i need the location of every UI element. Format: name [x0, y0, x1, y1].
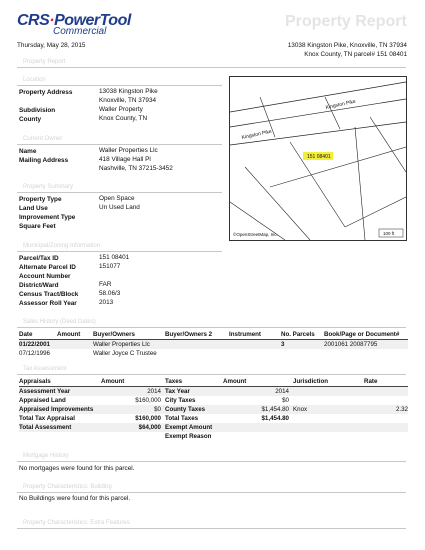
tax-label: Assessment Year — [19, 388, 71, 395]
table-row — [19, 423, 408, 432]
section-title: Location — [23, 77, 46, 83]
table-row — [19, 414, 408, 423]
map-road-label-2: Kingston Pike — [241, 128, 273, 141]
section-tax-assessment — [17, 364, 406, 375]
owner-name: Waller Properties Llc — [99, 147, 158, 154]
sales-header-row — [19, 330, 408, 340]
tax-col-amount: Amount — [101, 378, 125, 385]
sale-instrument — [229, 340, 281, 350]
tax-value: $1,454.80 — [261, 406, 289, 413]
label-square-feet: Square Feet — [19, 223, 56, 230]
sale-document — [324, 349, 408, 358]
sale-date: 01/22/2001 — [19, 341, 50, 348]
label-account-number: Account Number — [19, 273, 71, 280]
section-extra-features — [17, 518, 406, 529]
tax-value — [223, 423, 289, 432]
section-property-summary — [17, 182, 222, 193]
label-county: County — [19, 116, 42, 123]
section-municipal — [17, 241, 222, 252]
mortgage-empty-text: No mortgages were found for this parcel. — [19, 465, 135, 472]
mailing-address — [99, 156, 173, 173]
sale-buyer2 — [165, 349, 229, 358]
label-census: Census Tract/Block — [19, 291, 79, 298]
district-value: FAR — [99, 281, 112, 288]
map-parcel-tag: 151 08401 — [307, 154, 331, 160]
parcel-map[interactable] — [229, 76, 407, 241]
label-parcel: Parcel/Tax ID — [19, 255, 59, 262]
sales-col-instrument: Instrument — [229, 331, 261, 338]
tax-col-rate: Rate — [364, 378, 378, 385]
tax-label: Appraised Improvements — [19, 406, 94, 413]
tax-jurisdiction — [289, 414, 364, 423]
tax-label: Exempt Amount — [165, 424, 213, 431]
section-title: Property Report — [23, 59, 66, 65]
tax-label: Total Assessment — [19, 424, 72, 431]
property-type: Open Space — [99, 195, 135, 202]
section-title: Property Characteristics: Extra Features — [23, 520, 130, 526]
roll-year: 2013 — [99, 299, 114, 306]
sale-document: 2001061 20087795 — [324, 341, 378, 348]
sale-buyer: Waller Properties Llc — [93, 341, 150, 348]
section-title: Property Characteristics: Building — [23, 484, 112, 490]
table-row — [19, 432, 408, 441]
mailing-line-1: 418 Village Hall Pl — [99, 156, 151, 163]
tax-rate — [364, 396, 408, 405]
tax-jurisdiction — [289, 432, 364, 441]
tax-label: Total Tax Appraisal — [19, 415, 75, 422]
tax-rate — [364, 423, 408, 432]
tax-value: $64,000 — [138, 424, 161, 431]
product-edition: Commercial — [53, 26, 107, 37]
sales-col-amount: Amount — [57, 331, 81, 338]
section-current-owner — [17, 134, 222, 145]
tax-label: Exempt Reason — [165, 433, 212, 440]
sales-col-date: Date — [19, 331, 33, 338]
tax-label: Tax Year — [165, 388, 190, 395]
tax-col-taxes: Taxes — [165, 378, 183, 385]
report-date: Thursday, May 28, 2015 — [17, 42, 86, 49]
tax-col-appraisals: Appraisals — [19, 378, 51, 385]
label-property-type: Property Type — [19, 196, 62, 203]
brand-mark: · — [49, 12, 55, 29]
tax-table — [19, 377, 408, 441]
sales-table — [19, 330, 408, 358]
tax-rate — [364, 387, 408, 397]
section-title: Sales History (Deed Dates) — [23, 319, 96, 325]
sales-col-buyer2: Buyer/Owners 2 — [165, 331, 213, 338]
tax-value: $160,000 — [135, 397, 161, 404]
label-land-use: Land Use — [19, 205, 48, 212]
tax-col-jurisdiction: Jurisdiction — [293, 378, 329, 385]
section-title: Property Summary — [23, 184, 74, 190]
tax-jurisdiction — [289, 387, 364, 397]
address-line-2: Knoxville, TN 37934 — [99, 96, 157, 104]
tax-value: 2014 — [275, 388, 289, 395]
tax-rate: 2.32 — [395, 406, 408, 413]
label-owner-name: Name — [19, 148, 37, 155]
census-value: 58.06/3 — [99, 290, 121, 297]
section-mortgage — [17, 451, 406, 462]
sale-buyer: Waller Joyce C Trustee — [93, 350, 157, 357]
table-row — [19, 387, 408, 397]
tax-label: County Taxes — [165, 406, 206, 413]
tax-rate — [364, 414, 408, 423]
tax-value — [223, 432, 289, 441]
section-location — [17, 75, 222, 86]
tax-value: $0 — [282, 397, 289, 404]
mailing-line-2: Nashville, TN 37215-3452 — [99, 164, 173, 172]
sale-parcels — [281, 349, 324, 358]
sales-col-buyer: Buyer/Owners — [93, 331, 135, 338]
subdivision-value: Waller Property — [99, 106, 143, 113]
tax-jurisdiction — [289, 396, 364, 405]
product-name: PowerTool — [54, 12, 131, 29]
table-row — [19, 349, 408, 358]
tax-value: 2014 — [147, 388, 161, 395]
section-title: Tax Assessment — [23, 366, 67, 372]
county-value: Knox County, TN — [99, 115, 148, 122]
tax-rate — [364, 432, 408, 441]
tax-jurisdiction: Knox — [293, 406, 308, 413]
buildings-empty-text: No Buildings were found for this parcel. — [19, 495, 131, 502]
sale-amount — [57, 349, 93, 358]
sale-amount — [57, 340, 93, 350]
sale-parcels: 3 — [281, 341, 285, 348]
sales-col-parcels: No. Parcels — [281, 331, 315, 338]
label-roll-year: Assessor Roll Year — [19, 300, 77, 307]
tax-label: Appraised Land — [19, 397, 66, 404]
header-address-line: 13038 Kingston Pike, Knoxville, TN 37934 — [287, 42, 407, 49]
label-subdivision: Subdivision — [19, 107, 56, 114]
section-property-report — [17, 57, 406, 68]
address-line-1: 13038 Kingston Pike — [99, 88, 158, 95]
parcel-id: 151 08401 — [99, 254, 130, 261]
property-address — [99, 88, 158, 105]
map-credit: ©OpenStreetMap, Inc. — [233, 232, 278, 237]
table-row — [19, 405, 408, 414]
table-row — [19, 396, 408, 405]
label-improvement-type: Improvement Type — [19, 214, 76, 221]
section-title: Municipal/Zoning Information — [23, 243, 101, 249]
tax-value: $1,454.80 — [261, 415, 289, 422]
tax-jurisdiction — [289, 423, 364, 432]
section-title: Mortgage History — [23, 453, 69, 459]
tax-col-amount2: Amount — [223, 378, 247, 385]
parcel-map-drawing — [230, 77, 406, 240]
tax-value: $160,000 — [135, 415, 161, 422]
tax-value — [101, 432, 161, 441]
label-property-address: Property Address — [19, 89, 73, 96]
header-parcel-line: Knox County, TN parcel# 151 08401 — [304, 50, 407, 58]
brand-name: CRS — [17, 12, 50, 29]
alternate-parcel-id: 151077 — [99, 263, 121, 270]
section-title: Current Owner — [23, 136, 63, 142]
tax-label — [19, 432, 101, 441]
label-mailing-address: Mailing Address — [19, 157, 69, 164]
tax-label: City Taxes — [165, 397, 196, 404]
section-buildings — [17, 482, 406, 493]
table-row — [19, 340, 408, 350]
map-scale: 100 ft — [383, 231, 395, 236]
sale-instrument — [229, 349, 281, 358]
label-district: District/Ward — [19, 282, 59, 289]
land-use: Un Used Land — [99, 204, 140, 211]
section-sales-history — [17, 317, 406, 328]
tax-header-row — [19, 377, 408, 387]
tax-value: $0 — [154, 406, 161, 413]
map-road-label-1: Kingston Pike — [325, 98, 357, 111]
sale-buyer2 — [165, 340, 229, 350]
sales-col-document: Book/Page or Document# — [324, 331, 400, 338]
sale-date: 07/12/1996 — [19, 350, 50, 357]
tax-label: Total Taxes — [165, 415, 199, 422]
label-alternate-parcel: Alternate Parcel ID — [19, 264, 76, 271]
report-title: Property Report — [285, 13, 407, 30]
